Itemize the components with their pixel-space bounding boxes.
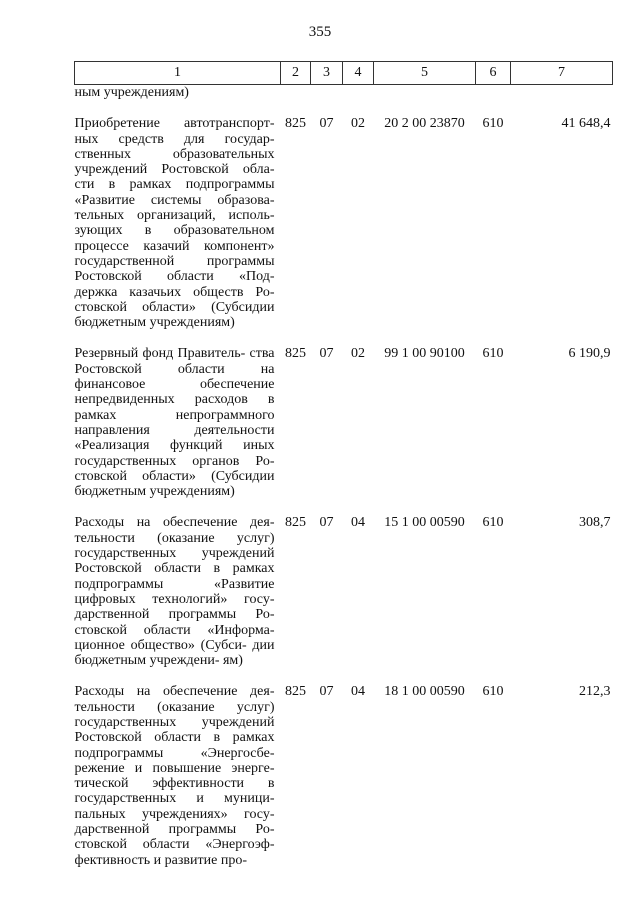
column-header-4: 4 (343, 62, 374, 85)
table-row (75, 346, 613, 499)
row-subsection-code: 04 (351, 515, 365, 531)
row-amount: 212,3 (579, 684, 611, 700)
page-number: 355 (308, 24, 332, 40)
row-ministry-code: 825 (285, 116, 306, 132)
row-description: Расходы на обеспечение дея- тельности (оказание услуг) государственных учреждений Ростовской области в рамках подпрограммы «Развитие цифровых технологий» госу- дарственной программы Ро- стовской области «Информа- ционное общество» (Субси- дии бюджетным учреждени- ям) (74, 515, 275, 669)
row-description: Приобретение автотранспорт- ных средств для государ- ственных образовательных учреждений Ростовской обла- сти в рамках подпрограммы «Развитие системы образова- тельных организаций, исполь- зующих в образовательном процессе казачий компонент» государственной программы Ростовской области «Под- держка казачьих обществ Ро- стовской области» (Субсидии бюджетным учреждениям) (74, 116, 275, 331)
table-row (75, 515, 613, 668)
row-section-code: 07 (319, 346, 334, 362)
table-row (75, 684, 613, 868)
row-target-code: 18 1 00 00590 (384, 684, 465, 700)
row-section-code: 07 (319, 515, 334, 531)
row-ministry-code: 825 (285, 346, 306, 362)
column-header-row (75, 62, 613, 85)
column-header-3: 3 (311, 62, 343, 85)
row-subsection-code: 04 (351, 684, 365, 700)
row-expense-type: 610 (482, 116, 504, 132)
row-amount: 6 190,9 (568, 346, 611, 362)
row-section-code: 07 (319, 684, 334, 700)
row-amount: 41 648,4 (561, 116, 611, 132)
column-header-7: 7 (511, 62, 613, 85)
row-target-code: 99 1 00 90100 (384, 346, 465, 362)
row-subsection-code: 02 (351, 346, 365, 362)
row-target-code: 20 2 00 23870 (384, 116, 465, 132)
row-amount: 308,7 (579, 515, 611, 531)
row-ministry-code: 825 (285, 684, 306, 700)
row-expense-type: 610 (482, 515, 504, 531)
column-header-5: 5 (374, 62, 476, 85)
column-header-1: 1 (75, 62, 281, 85)
row-description: Резервный фонд Правитель- ства Ростовской области на финансовое обеспечение непредвиденных расходов в рамках непрограммного направления деятельности «Реализация функций иных государственных органов Ро- стовской области» (Субсидии бюджетным учреждениям) (74, 346, 275, 500)
column-header-2: 2 (281, 62, 311, 85)
budget-table (74, 61, 613, 868)
row-section-code: 07 (319, 116, 334, 132)
row-expense-type: 610 (482, 684, 504, 700)
row-subsection-code: 02 (351, 116, 365, 132)
table-row (75, 116, 613, 330)
continuation-text: ным учреждениям) (74, 85, 189, 100)
continuation-row (75, 85, 613, 101)
row-target-code: 15 1 00 00590 (384, 515, 465, 531)
row-ministry-code: 825 (285, 515, 306, 531)
row-expense-type: 610 (482, 346, 504, 362)
row-description: Расходы на обеспечение дея- тельности (оказание услуг) государственных учреждений Ростовской области в рамках подпрограммы «Энергосбе- режение и повышение энерге- тической эффективности в государственных и муници- пальных учреждениях» госу- дарственной программы Ро- стовской области «Энергоэф- фективность и развитие про- (74, 684, 275, 868)
column-header-6: 6 (476, 62, 511, 85)
